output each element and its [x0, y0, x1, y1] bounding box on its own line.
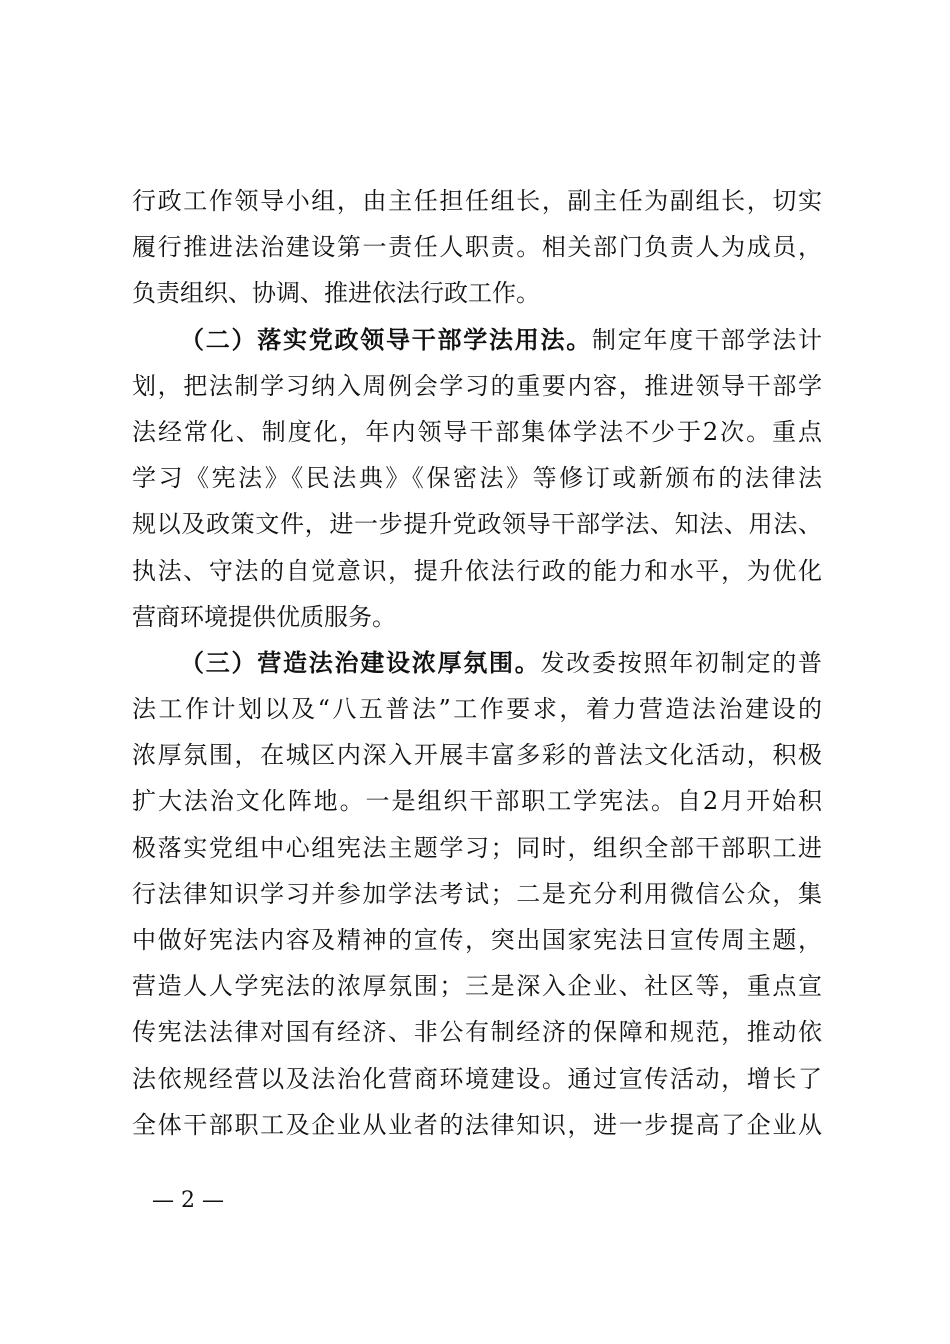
text-line: 扩大法治文化阵地。一是组织干部职工学宪法。自2月开始积: [132, 787, 822, 816]
text-line: 法经常化、制度化，年内领导干部集体学法不少于2次。重点: [132, 417, 822, 446]
page-number: — 2 —: [152, 1188, 224, 1213]
paragraph-2: [132, 317, 822, 640]
text-run: 发改委按照年初制定的普: [540, 648, 822, 677]
text-line: 负责组织、协调、推进依法行政工作。: [132, 279, 540, 308]
text-line: 行政工作领导小组，由主任担任组长，副主任为副组长，切实: [132, 187, 822, 215]
section-heading: （二）落实党政领导干部学法用法。: [180, 324, 592, 354]
text-run: 制定年度干部学法计: [592, 325, 822, 354]
text-line: 法依规经营以及法治化营商环境建设。通过宣传活动，增长了: [132, 1064, 822, 1093]
text-line: 传宪法法律对国有经济、非公有制经济的保障和规范，推动依: [132, 1018, 822, 1047]
text-line: 履行推进法治建设第一责任人职责。相关部门负责人为成员，: [132, 233, 822, 262]
text-line: 规以及政策文件，进一步提升党政领导干部学法、知法、用法、: [132, 510, 822, 539]
section-heading: （三）营造法治建设浓厚氛围。: [180, 647, 541, 677]
text-line: 全体干部职工及企业从业者的法律知识，进一步提高了企业从: [132, 1110, 822, 1139]
paragraph-first-line: [132, 317, 822, 363]
text-line: 营商环境提供优质服务。: [132, 602, 396, 631]
text-line: 营造人人学宪法的浓厚氛围；三是深入企业、社区等，重点宣: [132, 972, 822, 1001]
text-line: 法工作计划以及“八五普法”工作要求，着力营造法治建设的: [132, 695, 822, 724]
text-line: 浓厚氛围，在城区内深入开展丰富多彩的普法文化活动，积极: [132, 741, 822, 770]
paragraph-3: [132, 640, 822, 1148]
paragraph-1: [132, 178, 822, 317]
text-line: 执法、守法的自觉意识，提升依法行政的能力和水平，为优化: [132, 556, 822, 585]
document-body: [132, 178, 822, 1148]
text-line: 划，把法制学习纳入周例会学习的重要内容，推进领导干部学: [132, 371, 822, 400]
paragraph-first-line: [132, 640, 822, 686]
text-line: 学习《宪法》《民法典》《保密法》等修订或新颁布的法律法: [132, 464, 822, 493]
text-line: 极落实党组中心组宪法主题学习；同时，组织全部干部职工进: [132, 833, 822, 862]
text-line: 中做好宪法内容及精神的宣传，突出国家宪法日宣传周主题，: [132, 926, 822, 954]
text-line: 行法律知识学习并参加学法考试；二是充分利用微信公众，集: [132, 879, 822, 908]
